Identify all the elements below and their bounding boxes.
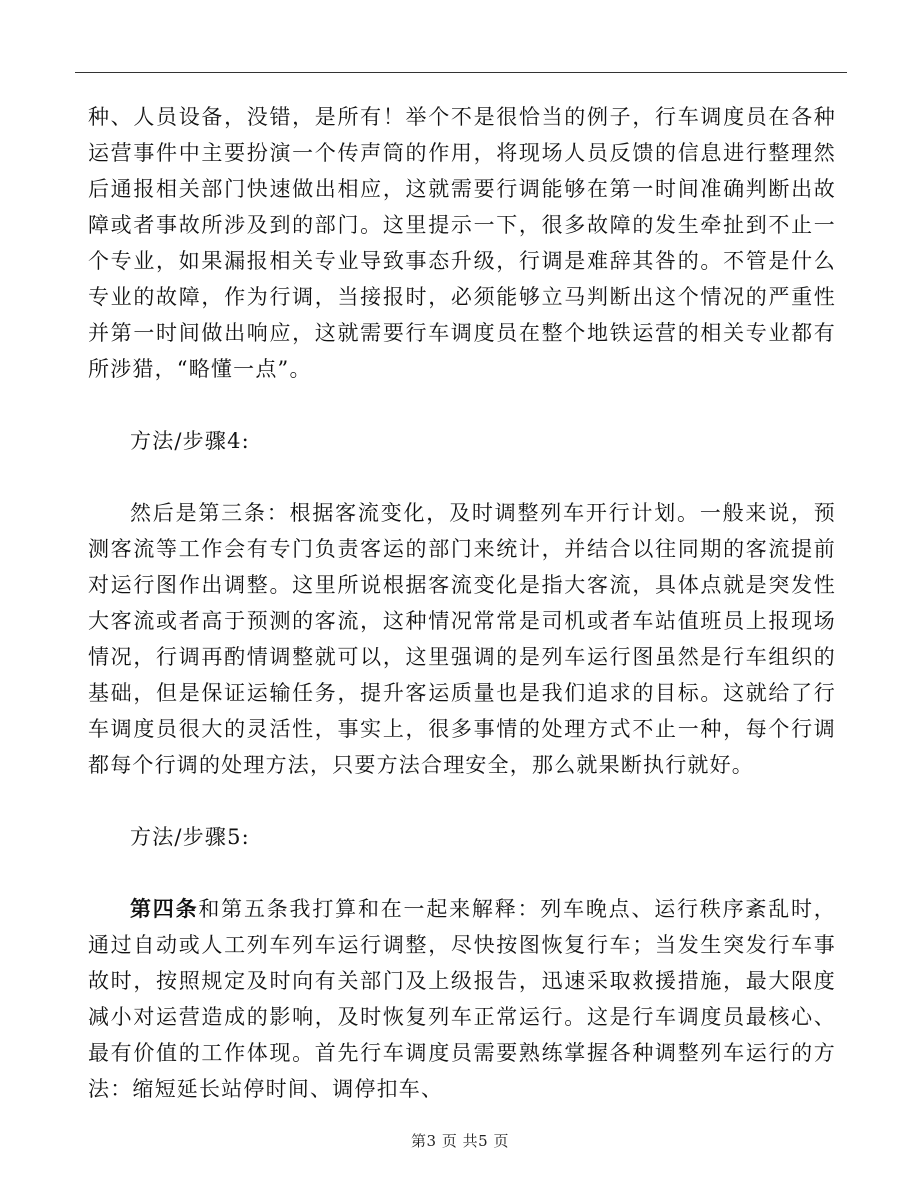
bold-lead-text: 第四条 xyxy=(130,896,199,921)
step-4-heading: 方法/步骤4: xyxy=(130,429,250,453)
header-rule xyxy=(75,72,847,73)
paragraph-gap xyxy=(88,459,836,495)
page-number-footer: 第3 页 共5 页 xyxy=(411,1132,509,1150)
paragraph-step-4: 然后是第三条：根据客流变化，及时调整列车开行计划。一般来说，预测客流等工作会有专门负责客运的部门来统计，并结合以往同期的客流提前对运行图作出调整。这里所说根据客流变化是指大客流，具体点就是突发性大客流或者高于预测的客流，这种情况常常是司机或者车站值班员上报现场情况，行调再酌情调整就可以，这里强调的是列车运行图虽然是行车组织的基础，但是保证运输任务，提升客运质量也是我们追求的目标。这就给了行车调度员很大的灵活性，事实上，很多事情的处理方式不止一种，每个行调都每个行调的处理方法，只要方法合理安全，那么就果断执行就好。 xyxy=(88,501,836,777)
paragraph-gap xyxy=(88,387,836,423)
paragraph-continued: 种、人员设备，没错，是所有！举个不是很恰当的例子，行车调度员在各种运营事件中主要扮演一个传声筒的作用，将现场人员反馈的信息进行整理然后通报相关部门快速做出相应，这就需要行调能够在第一时间准确判断出故障或者事故所涉及到的部门。这里提示一下，很多故障的发生牵扯到不止一个专业，如果漏报相关专业导致事态升级，行调是难辞其咎的。不管是什么专业的故障，作为行调，当接报时，必须能够立马判断出这个情况的严重性并第一时间做出响应，这就需要行车调度员在整个地铁运营的相关专业都有所涉猎，“略懂一点”。 xyxy=(88,105,836,381)
paragraph-gap xyxy=(88,855,836,891)
step-5-heading: 方法/步骤5: xyxy=(130,825,250,849)
paragraph-gap xyxy=(88,783,836,819)
paragraph-step-5-text: 和第五条我打算和在一起来解释：列车晚点、运行秩序紊乱时，通过自动或人工列车列车运行调整，尽快按图恢复行车；当发生突发行车事故时，按照规定及时向有关部门及上级报告，迅速采取救援措施，最大限度减小对运营造成的影响，及时恢复列车正常运行。这是行车调度员最核心、最有价值的工作体现。首先行车调度员需要熟练掌握各种调整列车运行的方法：缩短延长站停时间、调停扣车、 xyxy=(88,897,836,1101)
document-body xyxy=(88,99,836,1107)
paragraph-step-5 xyxy=(88,891,836,1107)
